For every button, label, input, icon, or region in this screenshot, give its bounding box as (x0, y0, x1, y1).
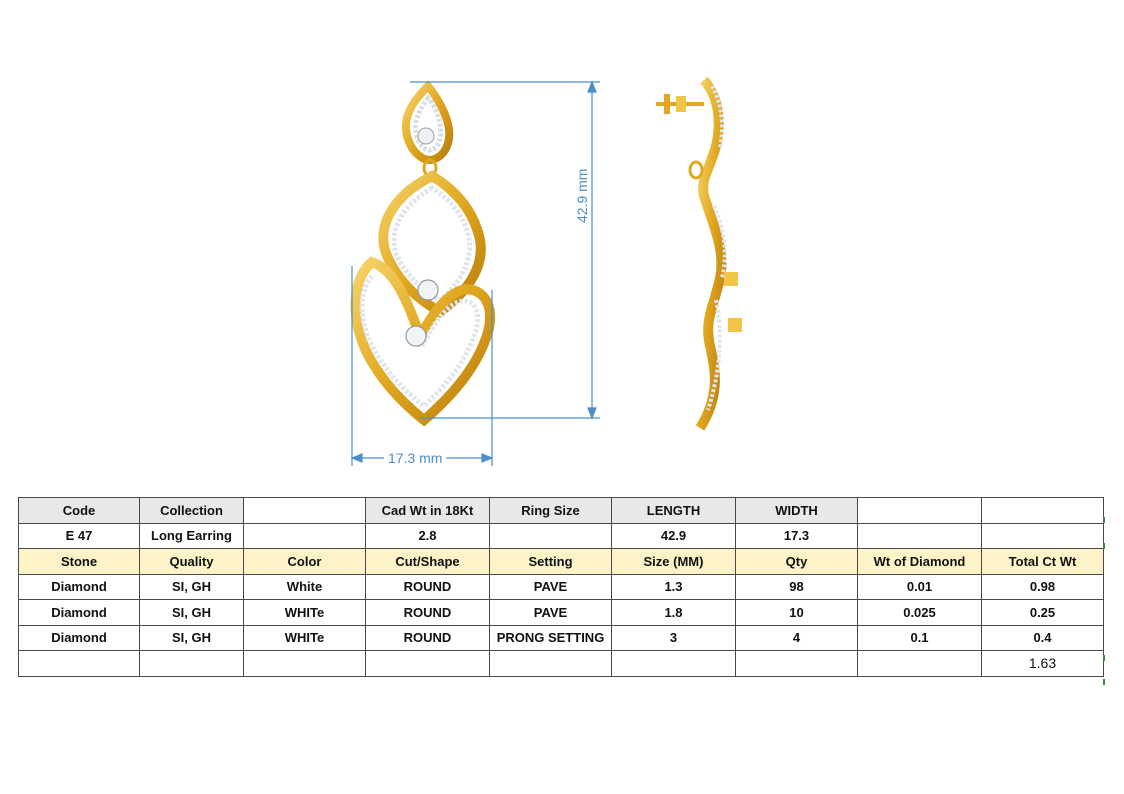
table-cell (140, 651, 244, 677)
summary-cell: E 47 (19, 523, 140, 549)
table-cell: Diamond (19, 574, 140, 600)
table-cell (19, 651, 140, 677)
stone-header-cell: Total Ct Wt (982, 549, 1104, 575)
table-cell: 0.4 (982, 625, 1104, 651)
earring-front-view (355, 86, 490, 420)
table-cell: 0.025 (858, 600, 982, 626)
table-cell: Diamond (19, 600, 140, 626)
stone-header-cell: Size (MM) (612, 549, 736, 575)
stone-header-cell: Wt of Diamond (858, 549, 982, 575)
table-cell: ROUND (366, 625, 490, 651)
table-cell: PAVE (490, 574, 612, 600)
header-cell: WIDTH (736, 498, 858, 524)
table-row (19, 625, 1104, 651)
table-header-row (19, 498, 1104, 524)
earring-side-view (656, 80, 742, 428)
table-cell: 0.25 (982, 600, 1104, 626)
header-cell: Code (19, 498, 140, 524)
table-cell (244, 651, 366, 677)
stone-header-cell: Setting (490, 549, 612, 575)
table-cell: ROUND (366, 574, 490, 600)
header-cell: Ring Size (490, 498, 612, 524)
cell-edge-marker (1103, 679, 1105, 685)
table-cell (490, 651, 612, 677)
table-cell: 0.01 (858, 574, 982, 600)
summary-cell (244, 523, 366, 549)
summary-cell: 42.9 (612, 523, 736, 549)
summary-cell: 17.3 (736, 523, 858, 549)
table-cell: Diamond (19, 625, 140, 651)
table-cell: 1.8 (612, 600, 736, 626)
width-dimension-label: 17.3 mm (384, 450, 446, 466)
summary-cell (490, 523, 612, 549)
table-cell: SI, GH (140, 574, 244, 600)
table-cell: 0.1 (858, 625, 982, 651)
table-cell: PRONG SETTING (490, 625, 612, 651)
stone-header-cell: Cut/Shape (366, 549, 490, 575)
table-cell: 0.98 (982, 574, 1104, 600)
summary-cell: Long Earring (140, 523, 244, 549)
table-cell: SI, GH (140, 600, 244, 626)
header-cell: Cad Wt in 18Kt (366, 498, 490, 524)
summary-cell (982, 523, 1104, 549)
table-cell: ROUND (366, 600, 490, 626)
table-cell: SI, GH (140, 625, 244, 651)
header-cell (858, 498, 982, 524)
header-cell: Collection (140, 498, 244, 524)
stone-header-cell: Stone (19, 549, 140, 575)
header-cell: LENGTH (612, 498, 736, 524)
stone-header-row (19, 549, 1104, 575)
table-cell: 98 (736, 574, 858, 600)
table-cell: 10 (736, 600, 858, 626)
summary-cell: 2.8 (366, 523, 490, 549)
table-cell: 3 (612, 625, 736, 651)
stone-header-cell: Qty (736, 549, 858, 575)
cell-edge-marker (1103, 543, 1105, 549)
table-cell (366, 651, 490, 677)
table-row (19, 574, 1104, 600)
table-summary-row (19, 523, 1104, 549)
table-cell (736, 651, 858, 677)
table-cell: White (244, 574, 366, 600)
summary-cell (858, 523, 982, 549)
header-cell (982, 498, 1104, 524)
table-total-row (19, 651, 1104, 677)
header-cell (244, 498, 366, 524)
total-ct-wt-value: 1.63 (982, 651, 1104, 677)
table-cell (612, 651, 736, 677)
stone-header-cell: Color (244, 549, 366, 575)
spec-table (18, 497, 1104, 677)
table-row (19, 600, 1104, 626)
table-cell: 4 (736, 625, 858, 651)
stone-header-cell: Quality (140, 549, 244, 575)
cell-edge-marker (1103, 517, 1105, 523)
table-cell: 1.3 (612, 574, 736, 600)
length-dimension-label: 42.9 mm (574, 166, 590, 226)
cell-edge-marker (1103, 655, 1105, 661)
table-cell: WHITe (244, 600, 366, 626)
table-cell: PAVE (490, 600, 612, 626)
table-cell (858, 651, 982, 677)
table-cell: WHITe (244, 625, 366, 651)
